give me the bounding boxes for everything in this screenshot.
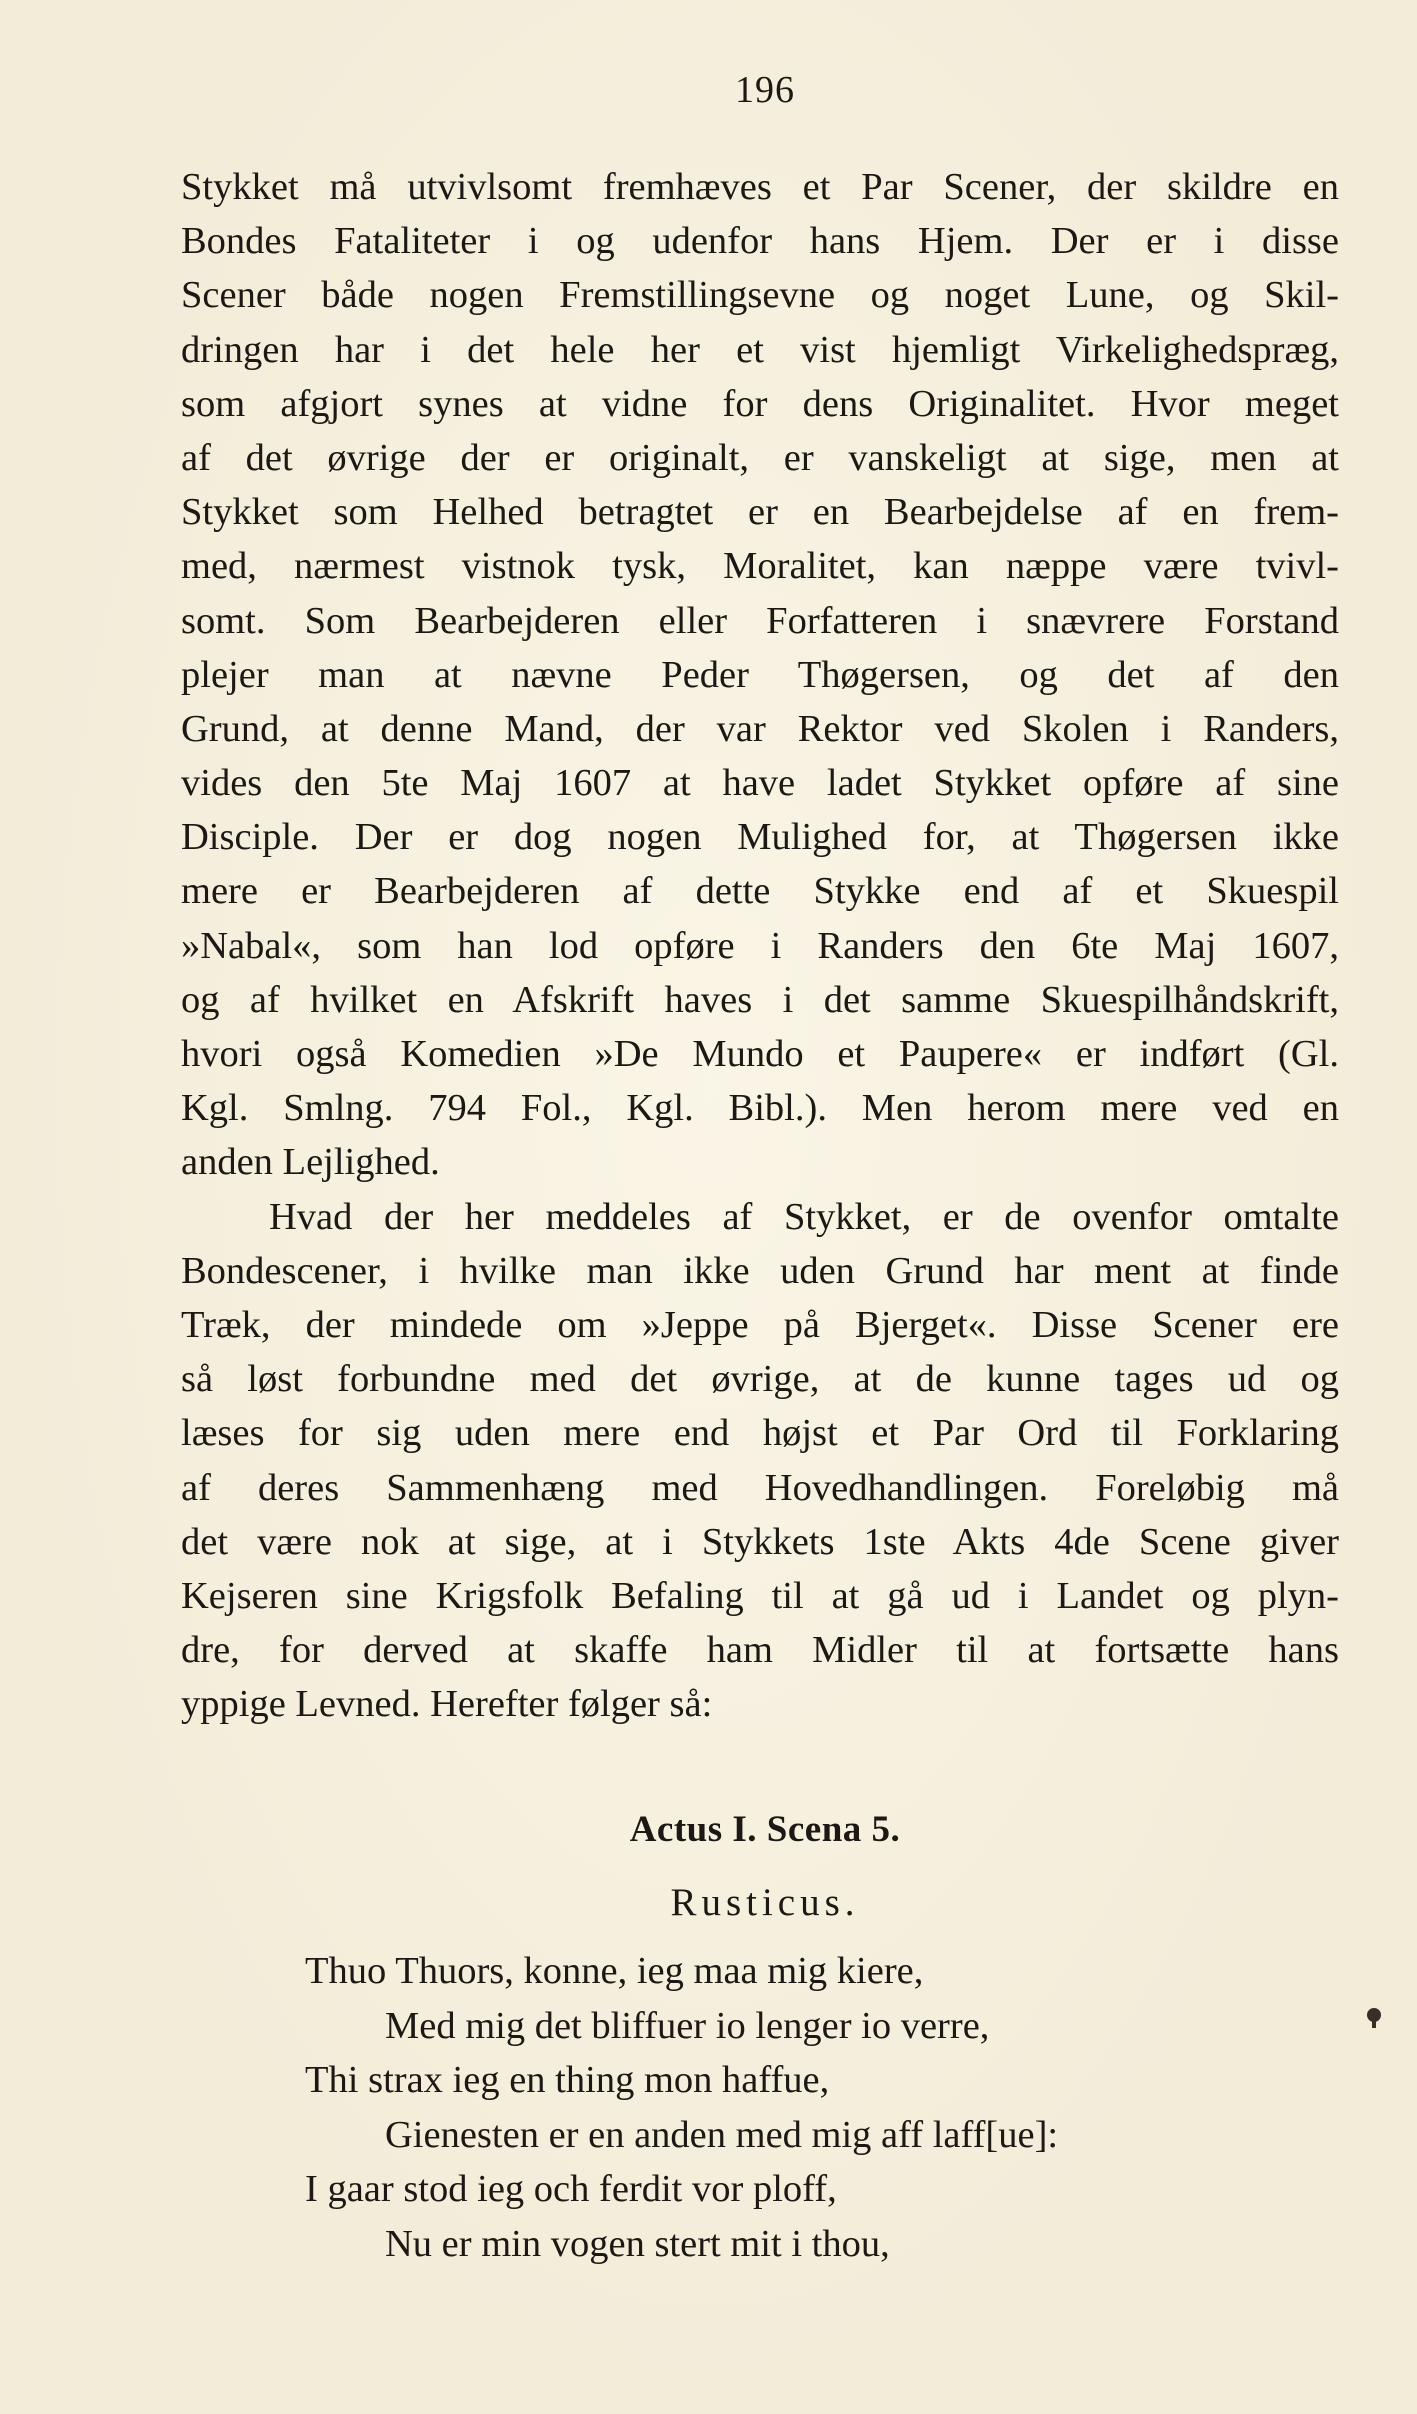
body-line: Grund, at denne Mand, der var Rektor ved Skolen i Randers, [181,707,1339,750]
body-line: Stykket må utvivlsomt fremhæves et Par Scener, der skildre en [181,166,1339,208]
body-line: Bondes Fataliteter i og udenfor hans Hjem. Der er i disse [181,220,1339,263]
body-line: med, nærmest vistnok tysk, Moralitet, kan næppe være tvivl- [181,545,1339,588]
body-line: af det øvrige der er originalt, er vanskeligt at sige, men at [181,436,1339,479]
body-line: Hvad der her meddeles af Stykket, er de ovenfor omtalte [269,1195,1339,1238]
body-line: dre, for derved at skaffe ham Midler til at fortsætte hans [181,1629,1339,1672]
page-number: 196 [735,69,795,111]
body-line: Kgl. Smlng. 794 Fol., Kgl. Bibl.). Men herom mere ved en [181,1087,1339,1130]
body-line: Træk, der mindede om »Jeppe på Bjerget«. Disse Scener ere [181,1303,1339,1346]
body-line: så løst forbundne med det øvrige, at de kunne tages ud og [181,1358,1339,1401]
verse-line: Thi strax ieg en thing mon haffue, [305,2059,830,2101]
speaker-name: Rusticus. [670,1881,860,1924]
verse-line: I gaar stod ieg och ferdit vor ploff, [305,2168,837,2210]
body-line: mere er Bearbejderen af dette Stykke end af et Skuespil [181,870,1339,913]
body-line: yppige Levned. Herefter følger så: [181,1683,713,1726]
body-line: Stykket som Helhed betragtet er en Bearbejdelse af en frem- [181,491,1339,534]
body-line: Scener både nogen Fremstillingsevne og noget Lune, og Skil- [181,274,1339,317]
verse-block [305,1944,1058,2271]
body-line: anden Lejlighed. [181,1141,440,1184]
body-line: »Nabal«, som han lod opføre i Randers den 6te Maj 1607, [181,924,1339,967]
body-line: af deres Sammenhæng med Hovedhandlingen. Foreløbig må [181,1466,1339,1509]
ink-mark [1367,2008,1381,2022]
body-line: dringen har i det hele her et vist hjemligt Virkelighedspræg, [181,328,1339,371]
body-line: Disciple. Der er dog nogen Mulighed for, at Thøgersen ikke [181,816,1339,859]
verse-line: Nu er min vogen stert mit i thou, [385,2222,890,2265]
body-line: somt. Som Bearbejderen eller Forfatteren i snævrere Forstand [181,599,1339,642]
body-line: hvori også Komedien »De Mundo et Paupere« er indført (Gl. [181,1033,1339,1075]
body-line: og af hvilket en Afskrift haves i det samme Skuespilhåndskrift, [181,978,1339,1021]
body-line: vides den 5te Maj 1607 at have ladet Stykket opføre af sine [181,762,1339,805]
verse-line: Med mig det bliffuer io lenger io verre, [385,2004,990,2047]
verse-line: Gienesten er en anden med mig aff laff[ue]: [385,2113,1059,2156]
body-line: det være nok at sige, at i Stykkets 1ste Akts 4de Scene giver [181,1520,1339,1563]
body-line: Bondescener, i hvilke man ikke uden Grund har ment at finde [181,1249,1339,1292]
verse-line: Thuo Thuors, konne, ieg maa mig kiere, [305,1950,924,1992]
body-line: læses for sig uden mere end højst et Par Ord til Forklaring [181,1412,1339,1455]
body-text [181,160,1339,1731]
body-line: som afgjort synes at vidne for dens Originalitet. Hvor meget [181,382,1339,425]
body-line: plejer man at nævne Peder Thøgersen, og det af den [181,653,1339,696]
scene-heading: Actus I. Scena 5. [629,1809,901,1850]
body-line: Kejseren sine Krigsfolk Befaling til at gå ud i Landet og plyn- [181,1574,1339,1617]
